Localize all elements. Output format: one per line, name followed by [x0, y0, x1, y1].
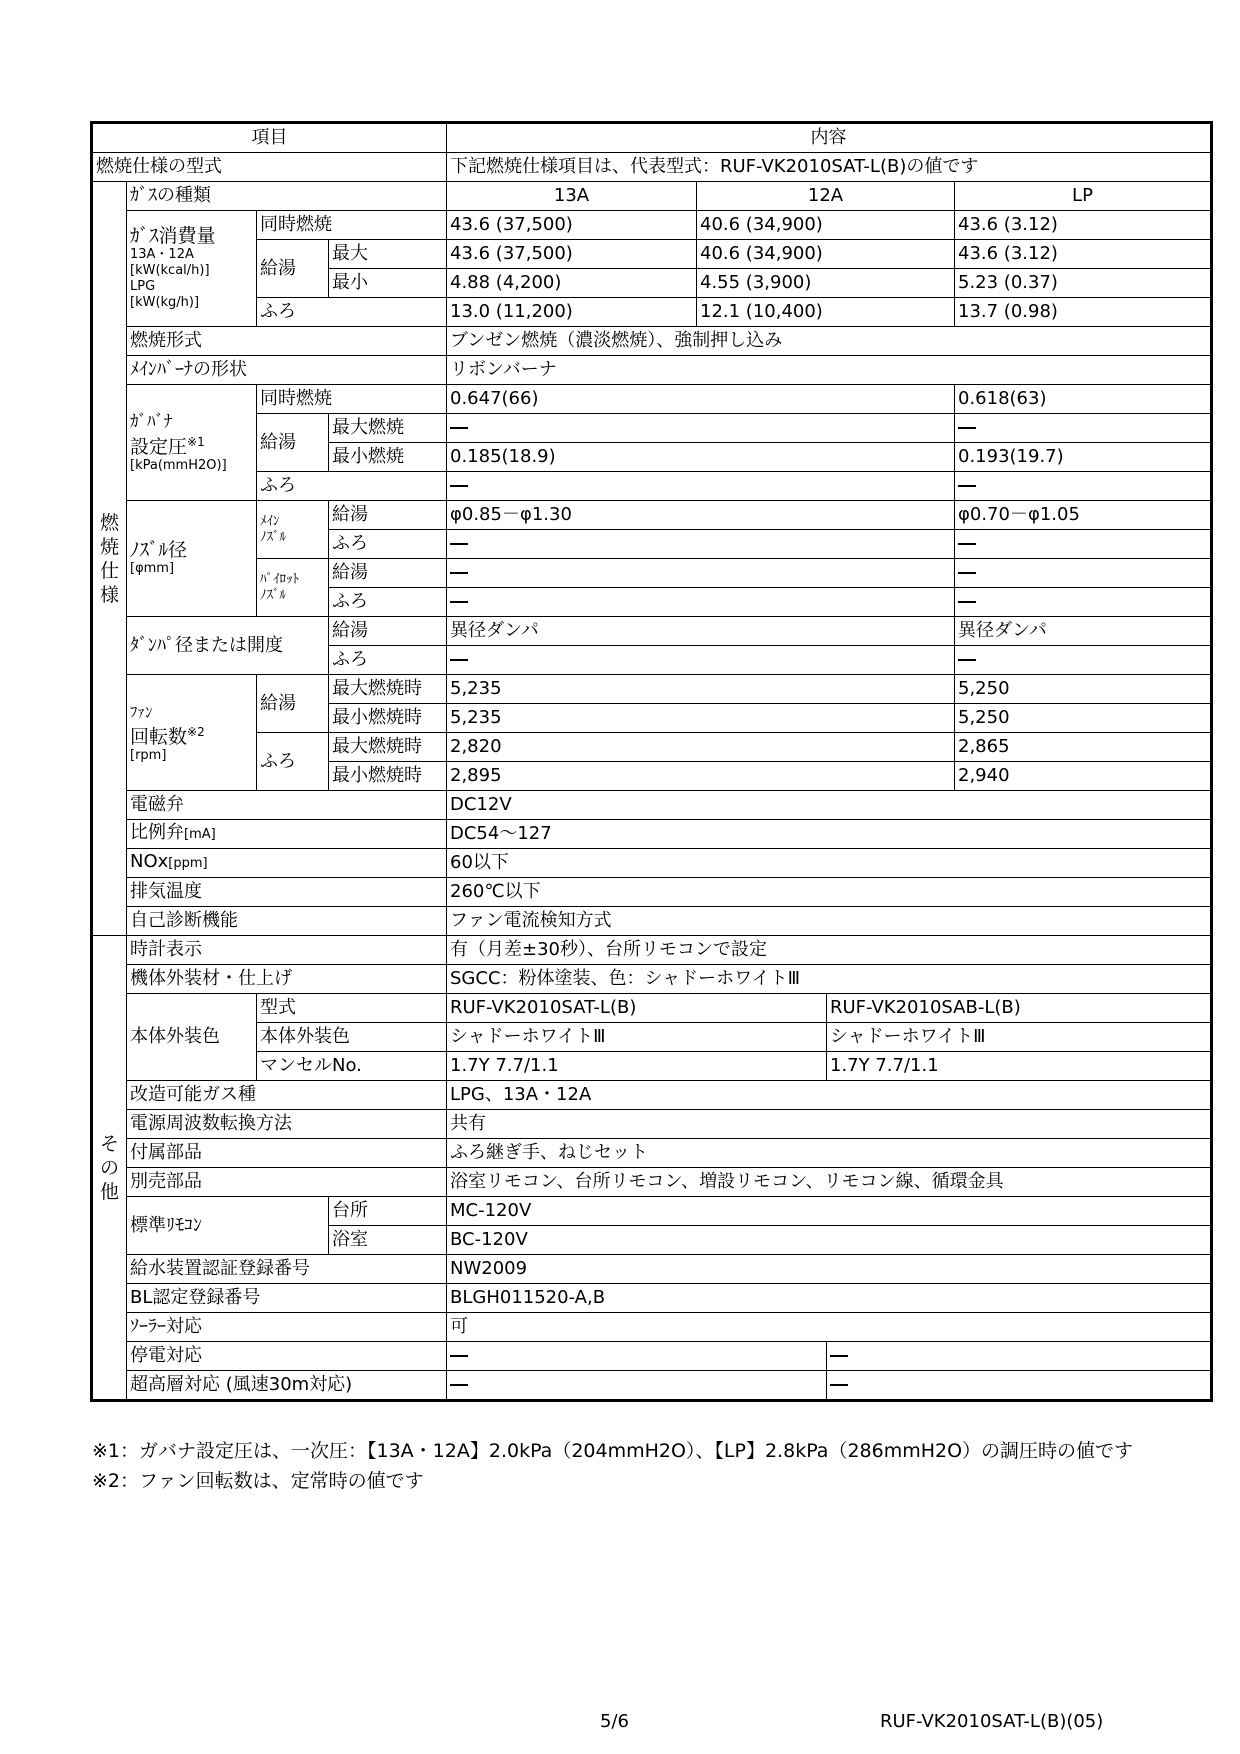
- bl-cert-value: BLGH011520-A,B: [447, 1284, 1212, 1313]
- nozzle-pilot-furo-label: ふろ: [329, 588, 447, 617]
- fan-min-label: 最小燃焼時: [329, 762, 447, 791]
- self-diag-row: [92, 907, 1212, 936]
- value-cell: 5,250: [955, 675, 1212, 704]
- governor-simul-label: 同時燃焼: [257, 385, 447, 414]
- nozzle-pilot-label: ﾊﾟｲﾛｯﾄ ﾉｽﾞﾙ: [257, 559, 329, 617]
- value-cell: 2,895: [447, 762, 955, 791]
- exhaust-value: 260℃以下: [447, 878, 1212, 907]
- dash-cell: [955, 530, 1212, 559]
- bl-cert-label: BL認定登録番号: [127, 1284, 447, 1313]
- consumption-max-row: [92, 240, 1212, 269]
- convertible-value: LPG、13A・12A: [447, 1081, 1212, 1110]
- gas-lp-header: LP: [955, 182, 1212, 211]
- gas-13a-header: 13A: [447, 182, 697, 211]
- dash-cell: [955, 414, 1212, 443]
- nozzle-pilot-kyuto-label: 給湯: [329, 559, 447, 588]
- value-cell: 5,250: [955, 704, 1212, 733]
- dash-cell: [447, 588, 955, 617]
- damper-kyuto-row: [92, 617, 1212, 646]
- governor-furo-label: ふろ: [257, 472, 447, 501]
- damper-furo-label: ふろ: [329, 646, 447, 675]
- consumption-furo-label: ふろ: [257, 298, 447, 327]
- value-cell: 0.618(63): [955, 385, 1212, 414]
- model-value: 下記燃焼仕様項目は、代表型式：RUF-VK2010SAT-L(B)の値です: [447, 153, 1212, 182]
- value-cell: 4.55 (3,900): [697, 269, 955, 298]
- governor-min-label: 最小燃焼: [329, 443, 447, 472]
- burner-shape-value: リボンバーナ: [447, 356, 1212, 385]
- value-cell: 5.23 (0.37): [955, 269, 1212, 298]
- remote-kitchen-label: 台所: [329, 1197, 447, 1226]
- prop-valve-row: [92, 820, 1212, 849]
- color-model-row: [92, 994, 1212, 1023]
- damper-label: ﾀﾞﾝﾊﾟ径または開度: [127, 617, 329, 675]
- value-cell: φ0.85－φ1.30: [447, 501, 955, 530]
- remote-label: 標準ﾘﾓｺﾝ: [127, 1197, 329, 1255]
- color-color-row: [92, 1023, 1212, 1052]
- consumption-kyuto-label: 給湯: [257, 240, 329, 298]
- nozzle-label-cell: ﾉｽﾞﾙ径 [φmm]: [127, 501, 257, 617]
- footnote-1: ※1：ガバナ設定圧は、一次圧：【13A・12A】2.0kPa（204mmH2O）、【LP】2.8kPa（286mmH2O）の調圧時の値です: [92, 1440, 1134, 1462]
- governor-furo-row: [92, 472, 1212, 501]
- value-cell: シャドーホワイトⅢ: [447, 1023, 827, 1052]
- prop-valve-label: 比例弁[mA]: [127, 820, 447, 849]
- fan-label-cell: ﾌｧﾝ 回転数$^{※2}$ [rpm]: [127, 675, 257, 791]
- dash-cell: [447, 1371, 827, 1401]
- dash-cell: [955, 559, 1212, 588]
- options-label: 別売部品: [127, 1168, 447, 1197]
- value-cell: 1.7Y 7.7/1.1: [447, 1052, 827, 1081]
- dash-cell: [827, 1371, 1212, 1401]
- spec-table: [90, 121, 1213, 1402]
- value-cell: RUF-VK2010SAB-L(B): [827, 994, 1212, 1023]
- header-row: [92, 123, 1212, 153]
- dash-cell: [955, 472, 1212, 501]
- page-number: 5/6: [600, 1711, 629, 1732]
- consumption-max-label: 最大: [329, 240, 447, 269]
- bl-cert-row: [92, 1284, 1212, 1313]
- burn-type-row: [92, 327, 1212, 356]
- nox-label: NOx[ppm]: [127, 849, 447, 878]
- value-cell: 0.193(19.7): [955, 443, 1212, 472]
- color-model-label: 型式: [257, 994, 447, 1023]
- fan-max-label: 最大燃焼時: [329, 675, 447, 704]
- value-cell: 4.88 (4,200): [447, 269, 697, 298]
- accessories-label: 付属部品: [127, 1139, 447, 1168]
- options-row: [92, 1168, 1212, 1197]
- color-label: 本体外装色: [127, 994, 257, 1081]
- governor-simul-row: [92, 385, 1212, 414]
- consumption-simul-row: [92, 211, 1212, 240]
- options-value: 浴室リモコン、台所リモコン、増設リモコン、リモコン線、循環金具: [447, 1168, 1212, 1197]
- dash-cell: [447, 414, 955, 443]
- value-cell: 2,940: [955, 762, 1212, 791]
- self-diag-label: 自己診断機能: [127, 907, 447, 936]
- high-rise-label: 超高層対応 (風速30m対応): [127, 1371, 447, 1401]
- model-label: 燃焼仕様の型式: [92, 153, 447, 182]
- burn-type-label: 燃焼形式: [127, 327, 447, 356]
- nozzle-main-kyuto-label: 給湯: [329, 501, 447, 530]
- value-cell: 異径ダンパ: [955, 617, 1212, 646]
- water-cert-value: NW2009: [447, 1255, 1212, 1284]
- clock-label: 時計表示: [127, 936, 447, 965]
- header-content: 内容: [447, 123, 1212, 153]
- value-cell: 0.185(18.9): [447, 443, 955, 472]
- remote-kitchen-row: [92, 1197, 1212, 1226]
- dash-cell: [955, 588, 1212, 617]
- value-cell: 0.647(66): [447, 385, 955, 414]
- clock-row: [92, 936, 1212, 965]
- casing-row: [92, 965, 1212, 994]
- consumption-simul-label: 同時燃焼: [257, 211, 447, 240]
- prop-valve-value: DC54～127: [447, 820, 1212, 849]
- high-rise-row: [92, 1371, 1212, 1401]
- damper-kyuto-label: 給湯: [329, 617, 447, 646]
- dash-cell: [447, 646, 955, 675]
- value-cell: 40.6 (34,900): [697, 240, 955, 269]
- document-id: RUF-VK2010SAT-L(B)(05): [880, 1711, 1104, 1732]
- remote-bath-label: 浴室: [329, 1226, 447, 1255]
- gas-type-row: [92, 182, 1212, 211]
- fan-min-label: 最小燃焼時: [329, 704, 447, 733]
- consumption-min-label: 最小: [329, 269, 447, 298]
- fan-kyuto-max-row: [92, 675, 1212, 704]
- value-cell: 異径ダンパ: [447, 617, 955, 646]
- value-cell: 43.6 (37,500): [447, 240, 697, 269]
- consumption-label: ｶﾞｽ消費量: [130, 225, 216, 247]
- dash-cell: [447, 472, 955, 501]
- dash-cell: [447, 530, 955, 559]
- nox-row: [92, 849, 1212, 878]
- accessories-value: ふろ継ぎ手、ねじセット: [447, 1139, 1212, 1168]
- power-fail-label: 停電対応: [127, 1342, 447, 1371]
- value-cell: 12.1 (10,400): [697, 298, 955, 327]
- value-cell: 13.7 (0.98): [955, 298, 1212, 327]
- consumption-furo-row: [92, 298, 1212, 327]
- remote-kitchen-value: MC-120V: [447, 1197, 1212, 1226]
- solenoid-label: 電磁弁: [127, 791, 447, 820]
- burner-shape-label: ﾒｲﾝﾊﾞｰﾅの形状: [127, 356, 447, 385]
- water-cert-label: 給水装置認証登録番号: [127, 1255, 447, 1284]
- clock-value: 有（月差±30秒）、台所リモコンで設定: [447, 936, 1212, 965]
- model-row: [92, 153, 1212, 182]
- governor-label-cell: ｶﾞﾊﾞﾅ 設定圧$^{※1}$ [kPa(mmH2O)]: [127, 385, 257, 501]
- dash-cell: [447, 1342, 827, 1371]
- accessories-row: [92, 1139, 1212, 1168]
- gas-type-label: ｶﾞｽの種類: [127, 182, 447, 211]
- burn-type-value: ブンゼン燃焼（濃淡燃焼）、強制押し込み: [447, 327, 1212, 356]
- color-munsell-label: マンセルNo.: [257, 1052, 447, 1081]
- section-combustion: 燃焼仕様: [92, 182, 127, 936]
- convertible-row: [92, 1081, 1212, 1110]
- value-cell: 43.6 (3.12): [955, 240, 1212, 269]
- solenoid-value: DC12V: [447, 791, 1212, 820]
- value-cell: 43.6 (3.12): [955, 211, 1212, 240]
- convertible-label: 改造可能ガス種: [127, 1081, 447, 1110]
- value-cell: 5,235: [447, 675, 955, 704]
- gas-12a-header: 12A: [697, 182, 955, 211]
- nox-value: 60以下: [447, 849, 1212, 878]
- dash-cell: [447, 559, 955, 588]
- burner-shape-row: [92, 356, 1212, 385]
- fan-max-label: 最大燃焼時: [329, 733, 447, 762]
- freq-label: 電源周波数転換方法: [127, 1110, 447, 1139]
- value-cell: 2,865: [955, 733, 1212, 762]
- casing-value: SGCC：粉体塗装、色：シャドーホワイトⅢ: [447, 965, 1212, 994]
- value-cell: 13.0 (11,200): [447, 298, 697, 327]
- section-other: その他: [92, 936, 127, 1401]
- value-cell: 43.6 (37,500): [447, 211, 697, 240]
- water-cert-row: [92, 1255, 1212, 1284]
- freq-value: 共有: [447, 1110, 1212, 1139]
- nozzle-main-label: ﾒｲﾝ ﾉｽﾞﾙ: [257, 501, 329, 559]
- self-diag-value: ファン電流検知方式: [447, 907, 1212, 936]
- remote-bath-value: BC-120V: [447, 1226, 1212, 1255]
- solar-row: [92, 1313, 1212, 1342]
- value-cell: 40.6 (34,900): [697, 211, 955, 240]
- value-cell: RUF-VK2010SAT-L(B): [447, 994, 827, 1023]
- consumption-label-cell: ｶﾞｽ消費量 13A・12A [kW(kcal/h)] LPG [kW(kg/h)]: [127, 211, 257, 327]
- freq-row: [92, 1110, 1212, 1139]
- casing-label: 機体外装材・仕上げ: [127, 965, 447, 994]
- nozzle-main-kyuto-row: [92, 501, 1212, 530]
- solar-label: ｿｰﾗｰ対応: [127, 1313, 447, 1342]
- power-fail-row: [92, 1342, 1212, 1371]
- fan-kyuto-label: 給湯: [257, 675, 329, 733]
- solar-value: 可: [447, 1313, 1212, 1342]
- color-color-label: 本体外装色: [257, 1023, 447, 1052]
- fan-furo-max-row: [92, 733, 1212, 762]
- governor-kyuto-label: 給湯: [257, 414, 329, 472]
- nozzle-main-furo-label: ふろ: [329, 530, 447, 559]
- value-cell: シャドーホワイトⅢ: [827, 1023, 1212, 1052]
- footnote-2: ※2：ファン回転数は、定常時の値です: [92, 1470, 424, 1492]
- value-cell: 5,235: [447, 704, 955, 733]
- dash-cell: [955, 646, 1212, 675]
- value-cell: φ0.70－φ1.05: [955, 501, 1212, 530]
- fan-furo-label: ふろ: [257, 733, 329, 791]
- value-cell: 1.7Y 7.7/1.1: [827, 1052, 1212, 1081]
- governor-max-label: 最大燃焼: [329, 414, 447, 443]
- header-item: 項目: [92, 123, 447, 153]
- governor-max-row: [92, 414, 1212, 443]
- value-cell: 2,820: [447, 733, 955, 762]
- exhaust-label: 排気温度: [127, 878, 447, 907]
- dash-cell: [827, 1342, 1212, 1371]
- color-munsell-row: [92, 1052, 1212, 1081]
- exhaust-row: [92, 878, 1212, 907]
- solenoid-row: [92, 791, 1212, 820]
- nozzle-pilot-kyuto-row: [92, 559, 1212, 588]
